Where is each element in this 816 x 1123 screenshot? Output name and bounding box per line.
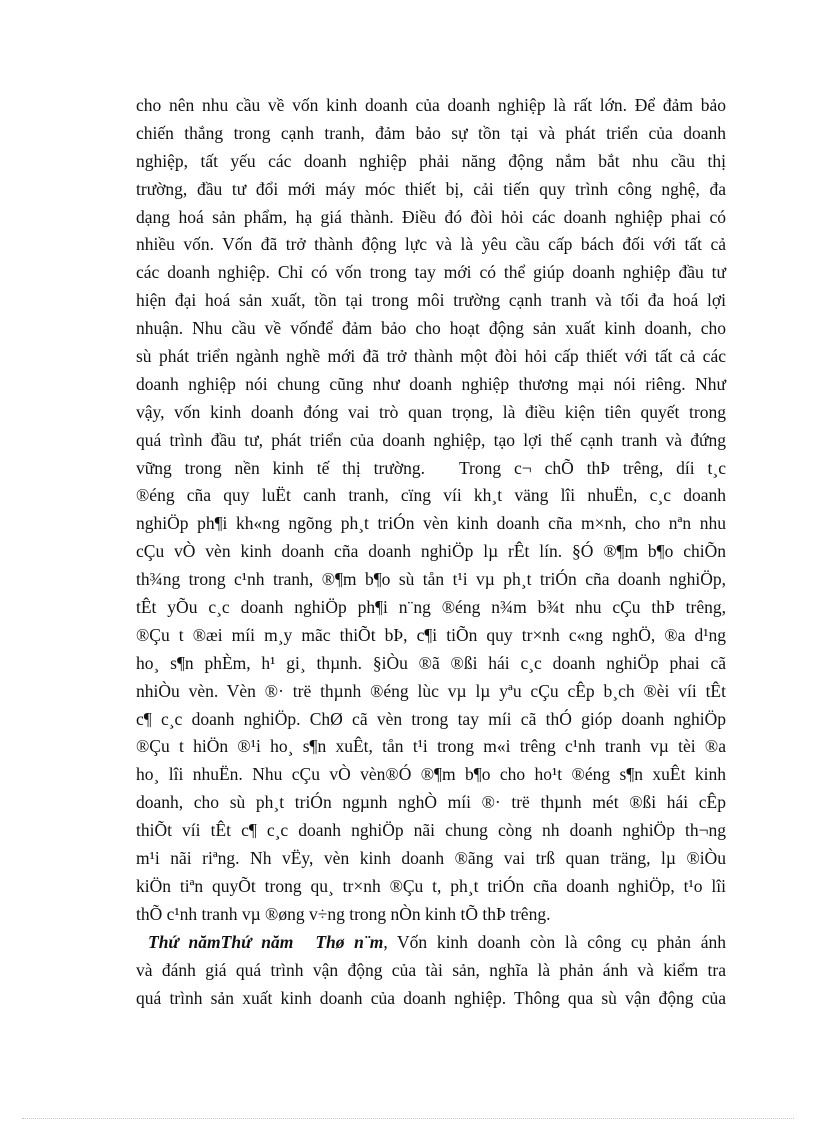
text-line: quá trình đầu tư, phát triển của doanh nghiệp, tạo lợi thế cạnh tranh và đứng <box>136 429 726 450</box>
text-line: hiện đại hoá sản xuất, tồn tại trong môi trường cạnh tranh và tối đa hoá lợi <box>136 290 726 311</box>
paragraph-heading: Thứ nămThứ năm <box>148 931 294 952</box>
text-line: vậy, vốn kinh doanh đóng vai trò quan trọng, là điều kiện tiên quyết trong <box>136 401 726 422</box>
text-line-mixed <box>136 455 726 483</box>
page-bottom-rule <box>22 1118 794 1119</box>
line-fragment: , Vốn kinh doanh còn là công cụ phản ánh <box>383 931 726 952</box>
garbled-line: ®éng cña quy luËt canh tranh, cïng víi kh¸t väng lîi nhuËn, c¸c doanh <box>136 485 726 506</box>
paragraph-heading-garbled: Thø n¨m <box>315 931 384 952</box>
body-text <box>136 92 726 1012</box>
text-line: chiến thắng trong cạnh tranh, đảm bảo sự tồn tại và phát triển của doanh <box>136 122 726 143</box>
garbled-line: thiÕt víi tÊt c¶ c¸c doanh nghiÖp nãi chung còng nh doanh nghiÖp th¬ng <box>136 820 726 841</box>
text-line: nghiệp, tất yếu các doanh nghiệp phải năng động nắm bắt nhu cầu thị <box>136 150 726 171</box>
line-fragment: Trong c¬ chÕ thÞ trêng, díi t¸c <box>458 457 726 478</box>
text-line: các doanh nghiệp. Chỉ có vốn trong tay mới có thể giúp doanh nghiệp đầu tư <box>136 262 726 283</box>
garbled-line: nghiÖp ph¶i kh«ng ngõng ph¸t triÓn vèn kinh doanh cña m×nh, cho nªn nhu <box>136 513 726 534</box>
garbled-line: th¾ng trong c¹nh tranh, ®¶m b¶o sù tån t¹i vµ ph¸t triÓn cña doanh nghiÖp, <box>136 569 726 590</box>
text-line: nhuận. Nhu cầu về vốnđể đảm bảo cho hoạt động sản xuất kinh doanh, cho <box>136 318 726 339</box>
garbled-line: ®Çu t ®æi míi m¸y mãc thiÕt bÞ, c¶i tiÕn quy tr×nh c«ng nghÖ, ®a d¹ng <box>136 624 726 645</box>
garbled-line: ho¸ s¶n phÈm, h¹ gi¸ thµnh. §iÒu ®ã ®ßi hái c¸c doanh nghiÖp phai cã <box>136 652 726 673</box>
garbled-line: ho¸ lîi nhuËn. Nhu cÇu vÒ vèn®Ó ®¶m b¶o cho ho¹t ®éng s¶n xuÊt kinh <box>136 764 726 785</box>
garbled-line: cÇu vÒ vèn kinh doanh cña doanh nghiÖp lµ rÊt lín. §Ó ®¶m b¶o chiÕn <box>136 541 726 562</box>
garbled-line: c¶ c¸c doanh nghiÖp. ChØ cã vèn trong tay míi cã thÓ gióp doanh nghiÖp <box>136 708 726 729</box>
text-line: quá trình sản xuất kinh doanh của doanh nghiệp. Thông qua sù vận động của <box>136 987 726 1008</box>
text-line: trường, đầu tư đổi mới máy móc thiết bị, cải tiến quy trình công nghệ, đa <box>136 178 726 199</box>
paragraph-2-first-line <box>136 929 726 957</box>
text-line: doanh nghiệp nói chung cũng như doanh nghiệp thương mại nói riêng. Như <box>136 373 726 394</box>
garbled-line: thÕ c¹nh tranh vµ ®øng v÷ng trong nÒn kinh tÕ thÞ trêng. <box>136 903 551 924</box>
text-line: sù phát triển ngành nghề mới đã trở thành một đòi hỏi cấp thiết với tất cả các <box>136 346 726 367</box>
garbled-line: tÊt yÕu c¸c doanh nghiÖp ph¶i n¨ng ®éng n¾m b¾t nhu cÇu thÞ trêng, <box>136 597 726 618</box>
garbled-line: nhiÒu vèn. Vèn ®· trë thµnh ®éng lùc vµ lµ yªu cÇu cÊp b¸ch ®èi víi tÊt <box>136 680 726 701</box>
garbled-line: doanh, cho sù ph¸t triÓn ngµnh nghÒ míi ®· trë thµnh mét ®ßi hái cÊp <box>136 792 726 813</box>
garbled-line: ®Çu t hiÖn ®¹i ho¸ s¶n xuÊt, tån t¹i trong m«i trêng c¹nh tranh vµ tèi ®a <box>136 736 726 757</box>
garbled-line: kiÖn tiªn quyÕt trong qu¸ tr×nh ®Çu t, ph¸t triÓn cña doanh nghiÖp, t¹o lîi <box>136 875 726 896</box>
garbled-line: m¹i nãi riªng. Nh vËy, vèn kinh doanh ®ãng vai trß quan träng, lµ ®iÒu <box>136 848 726 869</box>
line-fragment: vững trong nền kinh tế thị trường. <box>136 457 425 478</box>
text-line: cho nên nhu cầu về vốn kinh doanh của doanh nghiệp là rất lớn. Để đảm bảo <box>136 95 726 115</box>
text-line: nhiều vốn. Vốn đã trở thành động lực và là yêu cầu cấp bách đối với tất cả <box>136 234 726 255</box>
text-line: và đánh giá quá trình vận động của tài sản, nghĩa là phản ánh và kiểm tra <box>136 959 726 980</box>
text-line: dạng hoá sản phẩm, hạ giá thành. Điều đó đòi hỏi các doanh nghiệp phai có <box>136 206 726 227</box>
